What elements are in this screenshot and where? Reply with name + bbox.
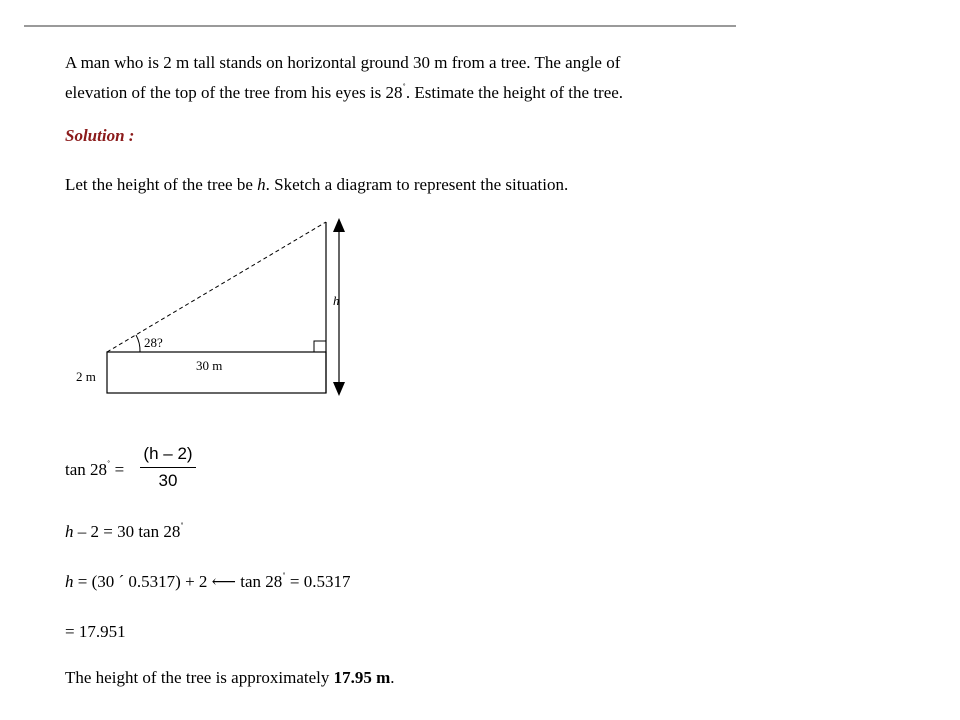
problem-line-1: A man who is 2 m tall stands on horizontal ground 30 m from a tree. The angle of — [65, 53, 621, 72]
fraction-bar — [140, 467, 196, 468]
solution-heading: Solution : — [65, 126, 135, 145]
solution-intro — [65, 172, 568, 198]
eq3-text-a: = (30 ´ 0.5317) + 2 ⟵ tan 28 — [73, 572, 283, 591]
equation-3 — [65, 572, 351, 592]
base-label: 30 m — [196, 358, 223, 373]
intro-text-b: . Sketch a diagram to represent the situation. — [265, 175, 569, 194]
eq3-variable-h: h — [65, 572, 74, 591]
angle-label: 28? — [144, 335, 163, 350]
eq1-equals: = — [110, 460, 125, 479]
eq1-denominator: 30 — [158, 471, 178, 490]
problem-line-2b: . Estimate the height of the tree. — [405, 83, 624, 102]
eq3-degree: ˚ — [282, 572, 286, 583]
tree-diagram — [60, 210, 370, 400]
equation-4 — [65, 622, 126, 642]
top-divider — [24, 25, 736, 27]
arrow-up-icon — [333, 218, 345, 232]
problem-statement — [65, 50, 623, 106]
height-label: h — [333, 293, 340, 308]
angle-arc — [136, 335, 140, 352]
intro-variable-h: h — [257, 175, 266, 194]
eq1-tan: tan 28 — [65, 460, 108, 479]
eq2-degree: ˚ — [180, 522, 184, 533]
arrow-down-icon — [333, 382, 345, 396]
equation-1-lhs — [65, 460, 124, 480]
line-of-sight — [107, 222, 326, 352]
conclusion — [65, 665, 395, 691]
conclusion-text-b: . — [390, 668, 395, 687]
conclusion-text-a: The height of the tree is approximately — [65, 668, 334, 687]
equation-2 — [65, 522, 184, 542]
man-height-label: 2 m — [76, 369, 96, 384]
intro-text-a: Let the height of the tree be — [65, 175, 258, 194]
eq4-text: = 17.951 — [65, 622, 126, 641]
problem-line-2a: elevation of the top of the tree from his eyes is 28 — [65, 83, 403, 102]
eq2-text: – 2 = 30 tan 28 — [73, 522, 181, 541]
eq3-text-b: = 0.5317 — [285, 572, 351, 591]
degree-symbol: ˚ — [402, 83, 406, 94]
conclusion-value: 17.95 m — [333, 668, 391, 687]
eq1-degree: ˚ — [107, 460, 111, 471]
eq2-variable-h: h — [65, 522, 74, 541]
right-angle-marker — [314, 341, 326, 352]
equation-1-fraction — [140, 443, 196, 491]
eq1-numerator: (h – 2) — [143, 444, 193, 463]
